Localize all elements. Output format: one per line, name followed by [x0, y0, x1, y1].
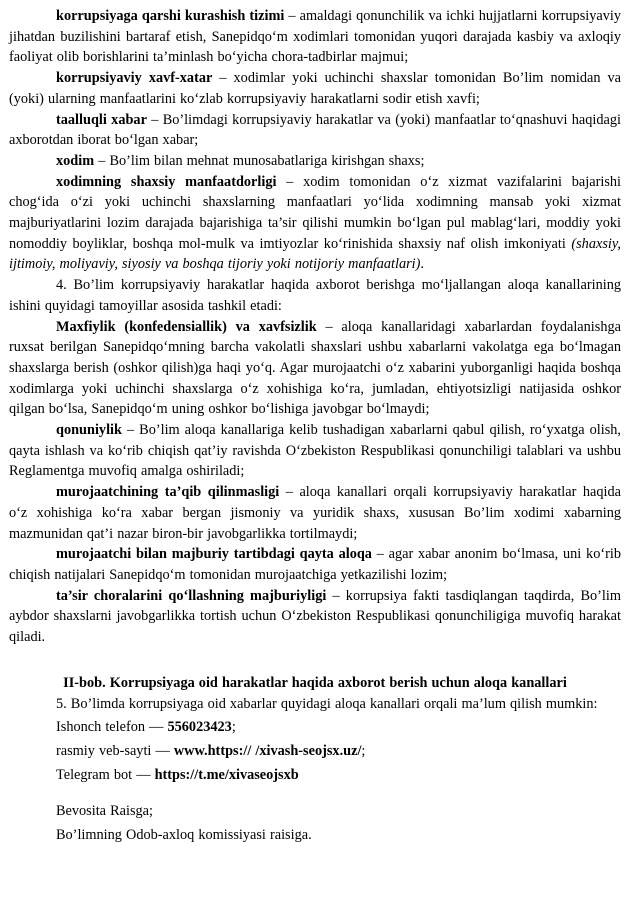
contact-line	[9, 799, 621, 823]
paragraph	[9, 110, 621, 151]
paragraph	[9, 544, 621, 585]
text-run: – Bo’lim aloqa kanallariga kelib tushadigan xabarlarni qabul qilish, ro‘yxatga olish, qayta ishlash va ko‘rib chiqish qat’iy ravishda O‘zbekiston Respublikasi qonunchiligi talablari va ushbu Reglamentga muvofiq amalga oshiriladi;	[9, 422, 621, 480]
paragraph	[9, 6, 621, 68]
paragraph	[9, 317, 621, 421]
text-run: Bo’limning Odob-axloq komissiyasi raisiga.	[56, 826, 312, 843]
paragraph	[9, 482, 621, 544]
bold-text: 556023423	[167, 718, 232, 735]
text-run: – Bo’limdagi korrupsiyaviy harakatlar va (yoki) manfaatlar to‘qnashuvi haqidagi axborotdan iborat bo‘lgan xabar;	[9, 111, 621, 149]
bold-text: xodimning shaxsiy manfaatdorligi	[56, 173, 277, 190]
bold-text: korrupsiyaga qarshi kurashish tizimi	[56, 8, 285, 24]
text-run: 5. Bo’limda korrupsiyaga oid xabarlar quyidagi aloqa kanallari orqali ma’lum qilish mumkin:	[56, 695, 598, 712]
text-run: – aloqa kanallaridagi xabarlardan foydalanishga ruxsat berilgan Sanepidqo‘mning barcha vakolatli shaxslari ushbu xabarlarni vakolatga ega bo‘lmagan shaxslarga berish (oshkor qilish)ga haqi yo‘q. Agar murojaatchi o‘z xabarini yuborganligi haqida boshqa xodimlarga yoki uchinchi shaxslarga o‘z xohishiga ko‘ra, jumladan, ehtiyotsizligi natijasida oshkor qilgan bo‘lsa, Sanepidqo‘m uning oshkor bo‘lishiga javobgar bo‘lmaydi;	[9, 318, 621, 418]
contact-line	[9, 763, 621, 787]
paragraph	[9, 586, 621, 648]
text-run: Bevosita Raisga;	[56, 802, 153, 819]
italic-text: (shaxsiy, ijtimoiy, moliyaviy, siyosiy va boshqa tijoriy yoki notijoriy manfaatlari)	[9, 235, 621, 273]
bold-text: Maxfiylik (konfedensiallik) va xavfsizlik	[56, 318, 317, 335]
text-run: .	[420, 256, 424, 273]
text-run: 4. Bo’lim korrupsiyaviy harakatlar haqida axborot berishga mo‘ljallangan aloqa kanallarining ishini quyidagi tamoyillar asosida tashkil etadi:	[9, 277, 621, 314]
bold-text: https://t.me/xivaseojsxb	[154, 766, 299, 783]
bold-text: korrupsiyaviy xavf-xatar	[56, 70, 213, 87]
text-run: – aloqa kanallari orqali korrupsiyaviy harakatlar haqida o‘z xohishiga ko‘ra xabar bergan jismoniy va yuridik shaxs, xususan Bo’lim xodimi xabarning mazmunidan qat’i nazar biron-bir javobgarlikka tortilmaydi;	[9, 484, 621, 542]
text-run: Ishonch telefon —	[56, 718, 168, 735]
paragraph	[9, 694, 621, 715]
paragraph	[9, 275, 621, 316]
bold-text: taalluqli xabar	[56, 111, 147, 128]
contact-line	[9, 823, 621, 847]
text-run: – xodim tomonidan o‘z xizmat vazifalarini bajarishi chog‘ida o‘zi yoki uchinchi shaxslarning manfaatlari yo‘lida xodimning mansab yoki xizmat majburiyatlarini lozim darajada bajarishiga ta’sir qilishi mumkin bo‘lgan pul mablag‘lari, moddiy yoki nomoddiy boyliklar, boshqa mol-mulk va imtiyozlar ko‘rinishida shaxsiy naf olish imkoniyati	[9, 173, 622, 252]
paragraph	[9, 172, 621, 276]
document-body	[9, 6, 621, 847]
section-heading	[9, 673, 621, 694]
bold-text: ta’sir choralarini qo‘llashning majburiyligi	[56, 587, 327, 604]
text-run: – agar xabar anonim bo‘lmasa, uni ko‘rib chiqish natijalari Sanepidqo‘m tomonidan murojaatchiga yetkazilishi lozim;	[9, 546, 621, 583]
paragraph-spacer	[9, 787, 621, 799]
text-run: – amaldagi qonunchilik va ichki hujjatlarni korrupsiyaviy jihatdan buzilishini bartaraf etish, Sanepidqo‘m xodimlari tomonidan yuqori darajada kasbiy va axloqiy faoliyat olib borishlarini ta’minlash bo‘yicha chora-tadbirlar majmui;	[9, 8, 622, 66]
contact-line	[9, 739, 621, 763]
bold-text: qonuniylik	[56, 422, 122, 439]
bold-text: murojaatchi bilan majburiy tartibdagi qayta aloqa	[56, 546, 372, 563]
paragraph	[9, 420, 621, 482]
text-run: – Bo’lim bilan mehnat munosabatlariga kirishgan shaxs;	[94, 152, 425, 169]
bold-text: xodim	[56, 152, 95, 169]
contact-line	[9, 715, 621, 739]
text-run: Telegram bot —	[56, 766, 155, 783]
text-run: ;	[361, 742, 366, 759]
paragraph-spacer	[9, 648, 621, 673]
paragraph	[9, 151, 621, 172]
text-run: – korrupsiya fakti tasdiqlangan taqdirda, Bo’lim aybdor shaxslarni javobgarlikka tortish uchun O‘zbekiston Respublikasi qonunchiligiga muvofiq harakat qiladi.	[9, 587, 621, 646]
paragraph	[9, 68, 621, 109]
text-run: ;	[231, 718, 236, 735]
bold-text: www.https:// /xivash-seojsx.uz/	[173, 742, 362, 759]
text-run: rasmiy veb-sayti —	[56, 742, 174, 759]
bold-text: murojaatchining ta’qib qilinmasligi	[56, 484, 280, 501]
text-run: – xodimlar yoki uchinchi shaxslar tomonidan Bo’lim nomidan va (yoki) ularning manfaatlarini ko‘zlab korrupsiyaviy harakatlarni sodir etish xavfi;	[9, 70, 621, 107]
bold-text: II-bob. Korrupsiyaga oid harakatlar haqida axborot berish uchun aloqa kanallari	[63, 674, 567, 691]
